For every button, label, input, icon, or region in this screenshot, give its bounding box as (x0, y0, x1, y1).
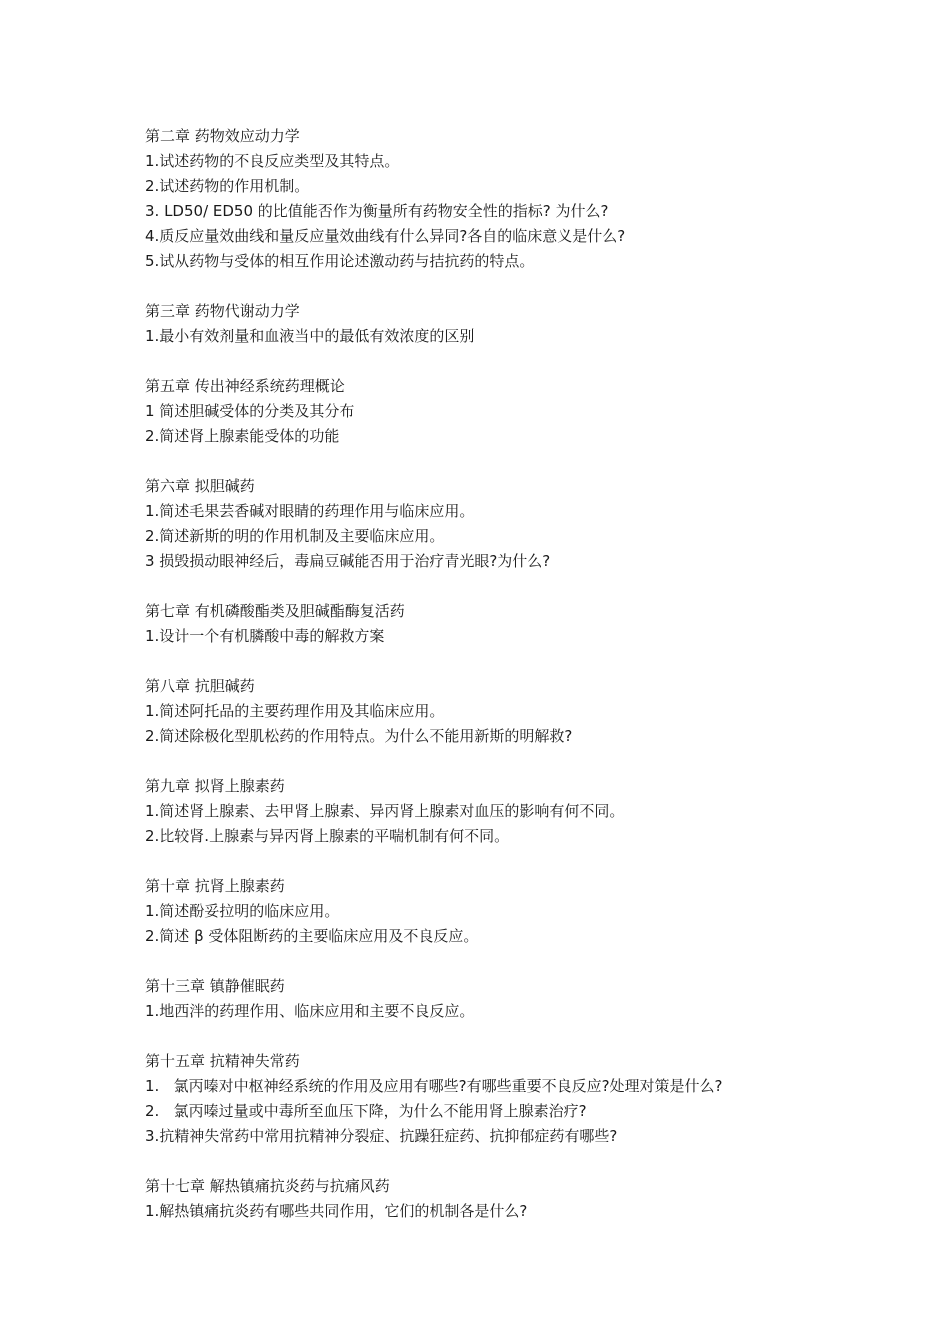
chapter-heading: 第二章 药物效应动力学 (145, 127, 300, 145)
chapter-15-section (145, 1049, 905, 1149)
question-item: 1. 氯丙嗪对中枢神经系统的作用及应用有哪些?有哪些重要不良反应?处理对策是什么? (145, 1077, 723, 1095)
question-item: 1.简述酚妥拉明的临床应用。 (145, 902, 340, 920)
chapter-3-section (145, 299, 905, 349)
chapter-heading: 第九章 拟肾上腺素药 (145, 777, 285, 795)
chapter-8-section (145, 674, 905, 749)
question-item: 1.简述毛果芸香碱对眼睛的药理作用与临床应用。 (145, 502, 475, 520)
question-item: 2.简述新斯的明的作用机制及主要临床应用。 (145, 527, 445, 545)
chapter-heading: 第七章 有机磷酸酯类及胆碱酯酶复活药 (145, 602, 405, 620)
chapter-heading: 第三章 药物代谢动力学 (145, 302, 300, 320)
question-item: 1.简述肾上腺素、去甲肾上腺素、异丙肾上腺素对血压的影响有何不同。 (145, 802, 625, 820)
chapter-13-section (145, 974, 905, 1024)
chapter-5-section (145, 374, 905, 449)
chapter-heading: 第十七章 解热镇痛抗炎药与抗痛风药 (145, 1177, 390, 1195)
chapter-17-section (145, 1174, 905, 1224)
chapter-heading: 第十五章 抗精神失常药 (145, 1052, 300, 1070)
question-item: 2.简述肾上腺素能受体的功能 (145, 427, 340, 445)
chapter-2-section (145, 124, 905, 274)
question-item: 1.简述阿托品的主要药理作用及其临床应用。 (145, 702, 445, 720)
question-item: 2.简述 β 受体阻断药的主要临床应用及不良反应。 (145, 927, 479, 945)
chapter-9-section (145, 774, 905, 849)
question-item: 3. LD50/ ED50 的比值能否作为衡量所有药物安全性的指标? 为什么? (145, 202, 609, 220)
question-item: 1.地西泮的药理作用、临床应用和主要不良反应。 (145, 1002, 475, 1020)
question-item: 1.试述药物的不良反应类型及其特点。 (145, 152, 400, 170)
question-item: 1.设计一个有机膦酸中毒的解救方案 (145, 627, 385, 645)
question-item: 2.试述药物的作用机制。 (145, 177, 310, 195)
question-item: 2.简述除极化型肌松药的作用特点。为什么不能用新斯的明解救? (145, 727, 573, 745)
question-item: 1.最小有效剂量和血液当中的最低有效浓度的区别 (145, 327, 475, 345)
question-item: 4.质反应量效曲线和量反应量效曲线有什么异同?各自的临床意义是什么? (145, 227, 626, 245)
document-page (145, 124, 905, 1249)
question-item: 2.比较肾.上腺素与异丙肾上腺素的平喘机制有何不同。 (145, 827, 510, 845)
chapter-heading: 第八章 抗胆碱药 (145, 677, 255, 695)
chapter-heading: 第十章 抗肾上腺素药 (145, 877, 285, 895)
chapter-heading: 第十三章 镇静催眠药 (145, 977, 285, 995)
chapter-heading: 第六章 拟胆碱药 (145, 477, 255, 495)
chapter-6-section (145, 474, 905, 574)
question-item: 5.试从药物与受体的相互作用论述激动药与拮抗药的特点。 (145, 252, 535, 270)
question-item: 3.抗精神失常药中常用抗精神分裂症、抗躁狂症药、抗抑郁症药有哪些? (145, 1127, 618, 1145)
chapter-heading: 第五章 传出神经系统药理概论 (145, 377, 345, 395)
question-item: 2. 氯丙嗪过量或中毒所至血压下降，为什么不能用肾上腺素治疗? (145, 1102, 587, 1120)
question-item: 1 简述胆碱受体的分类及其分布 (145, 402, 355, 420)
chapter-10-section (145, 874, 905, 949)
chapter-7-section (145, 599, 905, 649)
question-item: 1.解热镇痛抗炎药有哪些共同作用，它们的机制各是什么? (145, 1202, 528, 1220)
question-item: 3 损毁损动眼神经后，毒扁豆碱能否用于治疗青光眼?为什么? (145, 552, 551, 570)
